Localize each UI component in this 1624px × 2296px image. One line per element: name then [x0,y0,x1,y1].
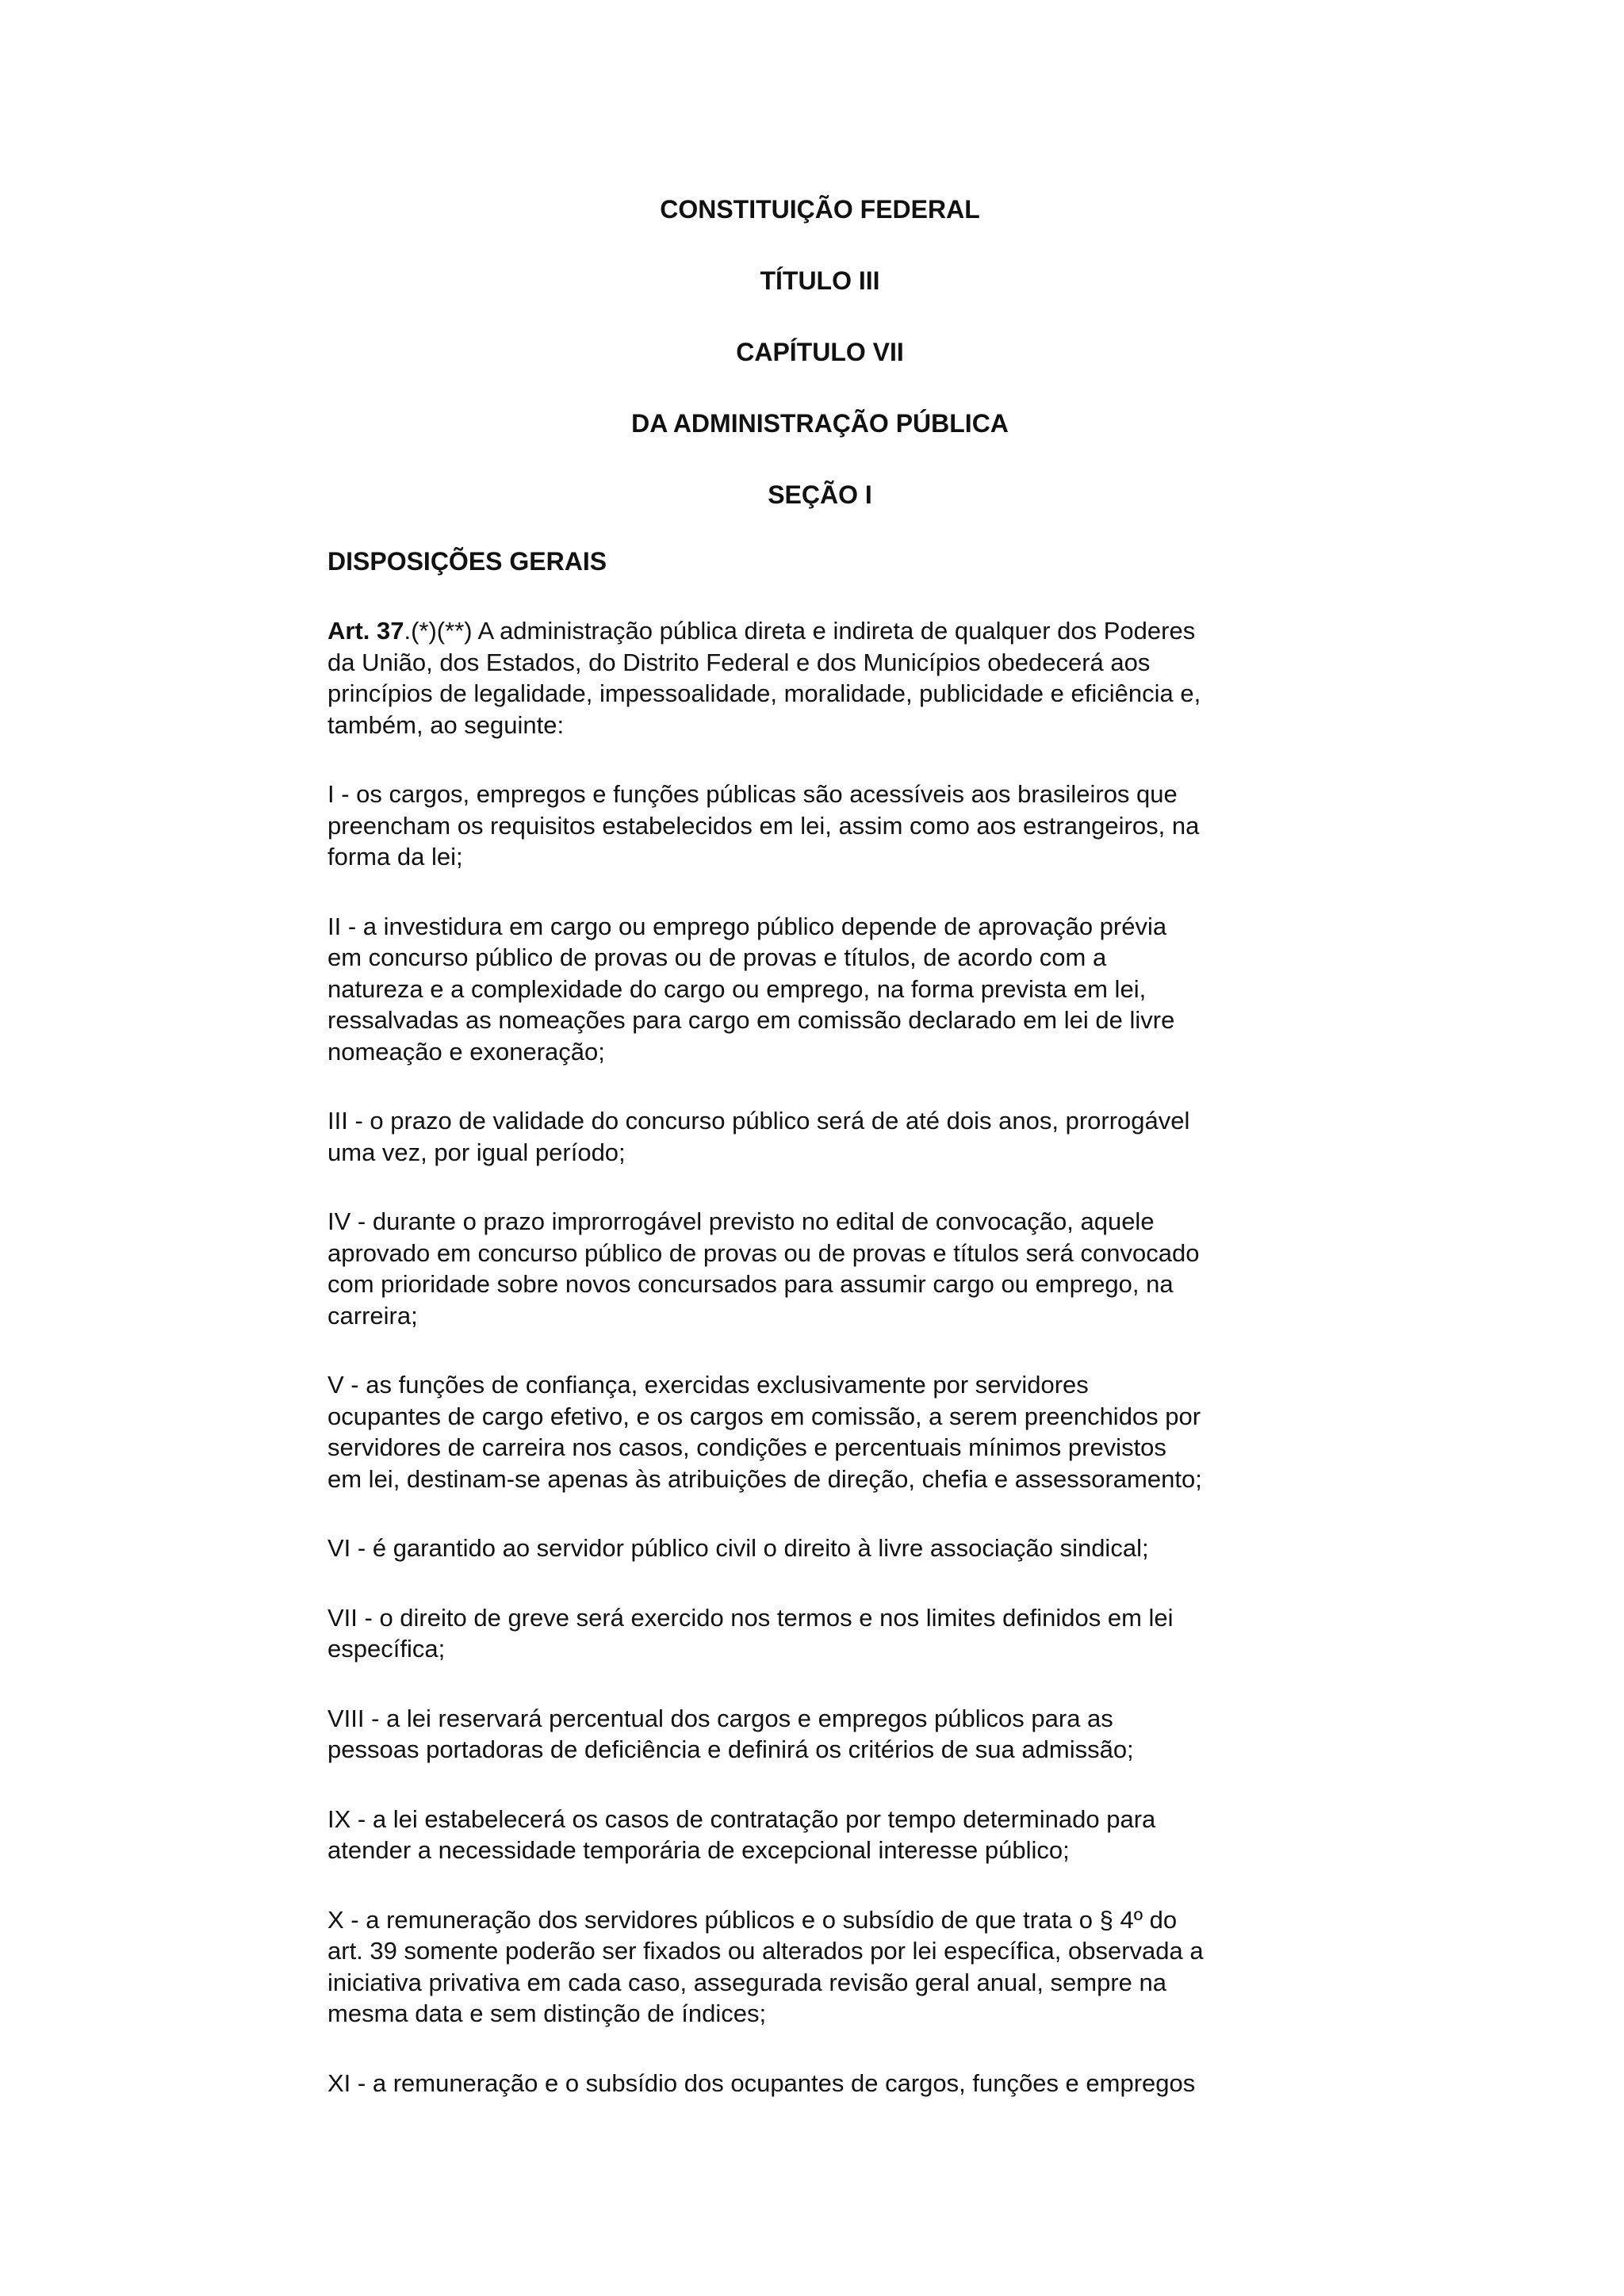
item-iv [327,1206,1319,1331]
item-line: III - o prazo de validade do concurso público será de até dois anos, prorrogável [327,1107,1190,1135]
item-viii [327,1703,1319,1766]
item-line: específica; [327,1635,446,1663]
article-line: princípios de legalidade, impessoalidade, moralidade, publicidade e eficiência e, [327,679,1201,707]
article-line: também, ao seguinte: [327,710,565,739]
heading-constituicao-federal: CONSTITUIÇÃO FEDERAL [660,195,980,224]
item-ix [327,1804,1319,1866]
heading-titulo: TÍTULO III [760,266,880,295]
article-37-line [327,615,1319,647]
item-line: preencham os requisitos estabelecidos em lei, assim como aos estrangeiros, na [327,811,1200,840]
item-line: mesma data e sem distinção de índices; [327,1999,767,2027]
item-line: nomeação e exoneração; [327,1037,605,1066]
item-ii [327,911,1319,1068]
item-line: XI - a remuneração e o subsídio dos ocupantes de cargos, funções e empregos [327,2068,1196,2097]
item-line: VI - é garantido ao servidor público civil o direito à livre associação sindical; [327,1534,1149,1562]
item-line: II - a investidura em cargo ou emprego público depende de aprovação prévia [327,912,1167,940]
item-iii [327,1105,1319,1168]
item-line: X - a remuneração dos servidores públicos e o subsídio de que trata o § 4º do [327,1905,1178,1934]
item-vi [327,1533,1319,1564]
article-text: .(*)(**) A administração pública direta e indireta de qualquer dos Poderes [404,617,1196,645]
item-line: aprovado em concurso público de provas ou de provas e títulos será convocado [327,1238,1200,1267]
article-37-paragraph [327,615,1319,740]
item-line: em concurso público de provas ou de provas e títulos, de acordo com a [327,943,1107,971]
item-line: VIII - a lei reservará percentual dos cargos e empregos públicos para as [327,1704,1113,1732]
item-line: carreira; [327,1301,418,1330]
item-line: ocupantes de cargo efetivo, e os cargos em comissão, a serem preenchidos por [327,1402,1201,1430]
heading-secao: SEÇÃO I [768,480,872,509]
item-line: em lei, destinam-se apenas às atribuições de direção, chefia e assessoramento; [327,1464,1202,1493]
item-line: atender a necessidade temporária de excepcional interesse público; [327,1836,1070,1864]
item-v [327,1369,1319,1494]
item-line: forma da lei; [327,843,463,871]
item-line: ressalvadas as nomeações para cargo em comissão declarado em lei de livre [327,1006,1175,1034]
subheading-disposicoes-gerais: DISPOSIÇÕES GERAIS [327,547,607,576]
heading-capitulo: CAPÍTULO VII [736,338,904,366]
item-line: art. 39 somente poderão ser fixados ou alterados por lei específica, observada a [327,1937,1204,1965]
heading-administracao-publica: DA ADMINISTRAÇÃO PÚBLICA [631,409,1009,438]
item-line: natureza e a complexidade do cargo ou emprego, na forma prevista em lei, [327,974,1147,1003]
item-line: iniciativa privativa em cada caso, assegurada revisão geral anual, sempre na [327,1968,1167,1996]
item-line: IV - durante o prazo improrrogável previsto no edital de convocação, aquele [327,1207,1155,1235]
article-line: da União, dos Estados, do Distrito Federal e dos Municípios obedecerá aos [327,648,1151,676]
item-line: pessoas portadoras de deficiência e definirá os critérios de sua admissão; [327,1735,1134,1763]
item-line: com prioridade sobre novos concursados para assumir cargo ou emprego, na [327,1270,1174,1298]
item-x [327,1904,1319,2030]
item-line: V - as funções de confiança, exercidas exclusivamente por servidores [327,1371,1089,1399]
article-label: Art. 37 [327,617,404,645]
document-body [327,615,1319,2137]
item-line: servidores de carreira nos casos, condições e percentuais mínimos previstos [327,1433,1166,1461]
item-line: IX - a lei estabelecerá os casos de contratação por tempo determinado para [327,1804,1156,1833]
item-line: I - os cargos, empregos e funções públicas são acessíveis aos brasileiros que [327,780,1178,808]
item-line: VII - o direito de greve será exercido nos termos e nos limites definidos em lei [327,1603,1174,1632]
item-vii [327,1602,1319,1665]
item-line: uma vez, por igual período; [327,1138,626,1166]
item-i [327,779,1319,873]
item-xi [327,2068,1319,2099]
